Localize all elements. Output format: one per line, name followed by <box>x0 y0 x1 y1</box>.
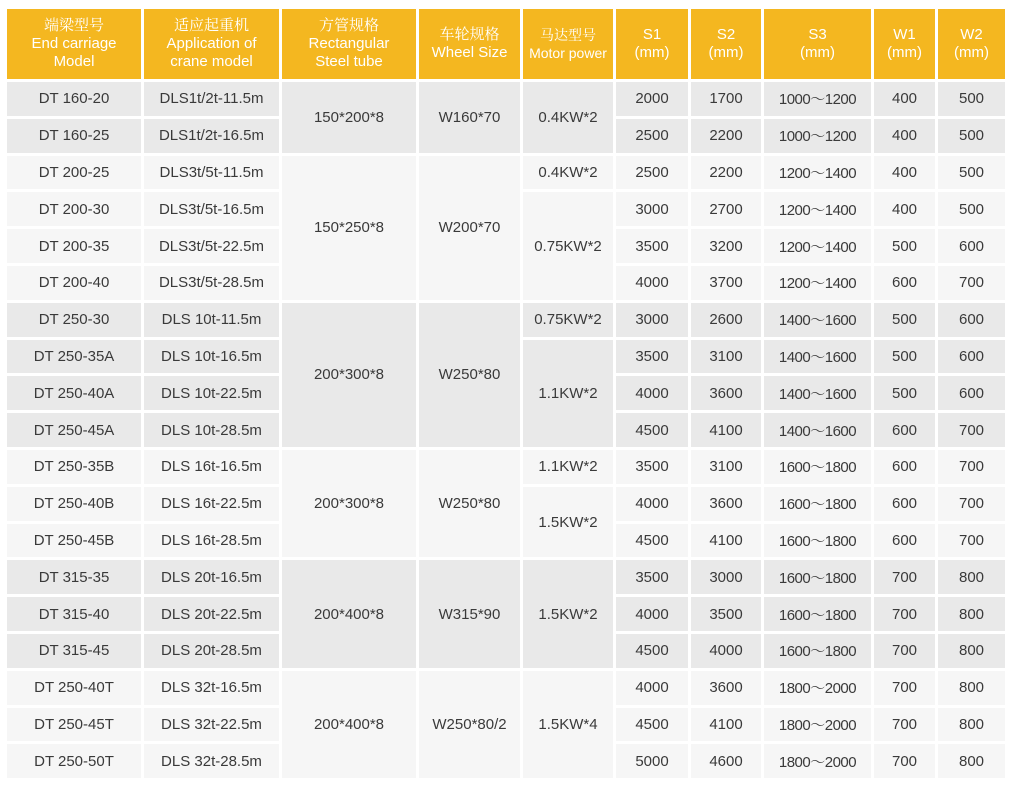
wheel-cell: W200*70 <box>419 156 520 300</box>
w1-cell: 400 <box>874 119 935 153</box>
s2-cell: 2200 <box>691 156 761 190</box>
s3-cell: 1400～1600 <box>764 376 871 410</box>
w2-cell: 500 <box>938 156 1005 190</box>
model-cell: DT 160-25 <box>7 119 141 153</box>
w2-cell: 500 <box>938 119 1005 153</box>
w1-cell: 700 <box>874 708 935 742</box>
w1-cell: 400 <box>874 156 935 190</box>
model-cell: DT 250-45T <box>7 708 141 742</box>
model-cell: DT 250-30 <box>7 303 141 337</box>
s1-cell: 3500 <box>616 340 688 374</box>
wheel-cell: W250*80 <box>419 303 520 447</box>
s1-cell: 3000 <box>616 303 688 337</box>
crane-cell: DLS 32t-28.5m <box>144 744 279 778</box>
w1-cell: 700 <box>874 671 935 705</box>
tube-cell: 150*200*8 <box>282 82 416 153</box>
motor-cell: 0.4KW*2 <box>523 82 613 153</box>
w2-cell: 600 <box>938 303 1005 337</box>
w2-cell: 600 <box>938 376 1005 410</box>
header-s1: S1 (mm) <box>616 9 688 79</box>
crane-cell: DLS 16t-22.5m <box>144 487 279 521</box>
w1-cell: 700 <box>874 560 935 594</box>
model-cell: DT 200-30 <box>7 192 141 226</box>
header-motor-power: 马达型号 Motor power <box>523 9 613 79</box>
crane-cell: DLS 10t-22.5m <box>144 376 279 410</box>
s2-cell: 4100 <box>691 524 761 558</box>
group-dt315 <box>7 560 1005 667</box>
crane-cell: DLS 20t-28.5m <box>144 634 279 668</box>
s2-cell: 4600 <box>691 744 761 778</box>
model-cell: DT 200-25 <box>7 156 141 190</box>
w2-cell: 800 <box>938 560 1005 594</box>
header-model: 端梁型号 End carriage Model <box>7 9 141 79</box>
w2-cell: 600 <box>938 229 1005 263</box>
s3-cell: 1600～1800 <box>764 450 871 484</box>
tube-cell: 150*250*8 <box>282 156 416 300</box>
w2-cell: 500 <box>938 82 1005 116</box>
group-dt250-b <box>7 450 1005 557</box>
s3-cell: 1200～1400 <box>764 156 871 190</box>
wheel-cell: W250*80/2 <box>419 671 520 778</box>
w1-cell: 700 <box>874 634 935 668</box>
group-dt250-a <box>7 303 1005 447</box>
w2-cell: 800 <box>938 744 1005 778</box>
s3-cell: 1800～2000 <box>764 708 871 742</box>
table-row <box>7 82 1005 116</box>
s1-cell: 3500 <box>616 229 688 263</box>
crane-cell: DLS 20t-16.5m <box>144 560 279 594</box>
s3-cell: 1600～1800 <box>764 597 871 631</box>
model-cell: DT 250-40A <box>7 376 141 410</box>
motor-cell: 0.75KW*2 <box>523 192 613 299</box>
table-row <box>7 303 1005 337</box>
header-wheel-size: 车轮规格 Wheel Size <box>419 9 520 79</box>
w1-cell: 700 <box>874 597 935 631</box>
s1-cell: 4000 <box>616 376 688 410</box>
s2-cell: 1700 <box>691 82 761 116</box>
w1-cell: 400 <box>874 82 935 116</box>
w1-cell: 400 <box>874 192 935 226</box>
header-row <box>7 9 1005 79</box>
s2-cell: 3600 <box>691 487 761 521</box>
s3-cell: 1000～1200 <box>764 119 871 153</box>
header-crane: 适应起重机 Application of crane model <box>144 9 279 79</box>
crane-cell: DLS1t/2t-11.5m <box>144 82 279 116</box>
tube-cell: 200*400*8 <box>282 560 416 667</box>
group-dt160 <box>7 82 1005 153</box>
crane-cell: DLS 10t-11.5m <box>144 303 279 337</box>
model-cell: DT 160-20 <box>7 82 141 116</box>
model-cell: DT 250-45A <box>7 413 141 447</box>
s3-cell: 1600～1800 <box>764 634 871 668</box>
s2-cell: 3100 <box>691 450 761 484</box>
w1-cell: 500 <box>874 376 935 410</box>
s2-cell: 2200 <box>691 119 761 153</box>
s1-cell: 4000 <box>616 671 688 705</box>
w2-cell: 600 <box>938 340 1005 374</box>
crane-cell: DLS3t/5t-11.5m <box>144 156 279 190</box>
group-dt200 <box>7 156 1005 300</box>
motor-cell: 1.1KW*2 <box>523 340 613 447</box>
w2-cell: 700 <box>938 266 1005 300</box>
table-row <box>7 156 1005 190</box>
header-w1: W1 (mm) <box>874 9 935 79</box>
model-cell: DT 250-35A <box>7 340 141 374</box>
wheel-cell: W250*80 <box>419 450 520 557</box>
motor-cell: 1.5KW*4 <box>523 671 613 778</box>
model-cell: DT 200-40 <box>7 266 141 300</box>
s1-cell: 4000 <box>616 487 688 521</box>
s2-cell: 2700 <box>691 192 761 226</box>
s3-cell: 1800～2000 <box>764 671 871 705</box>
crane-cell: DLS3t/5t-28.5m <box>144 266 279 300</box>
s1-cell: 5000 <box>616 744 688 778</box>
s1-cell: 4000 <box>616 266 688 300</box>
crane-cell: DLS3t/5t-16.5m <box>144 192 279 226</box>
s2-cell: 2600 <box>691 303 761 337</box>
wheel-cell: W160*70 <box>419 82 520 153</box>
w1-cell: 500 <box>874 303 935 337</box>
crane-cell: DLS1t/2t-16.5m <box>144 119 279 153</box>
s2-cell: 4100 <box>691 413 761 447</box>
s1-cell: 4500 <box>616 634 688 668</box>
s1-cell: 3500 <box>616 450 688 484</box>
tube-cell: 200*300*8 <box>282 450 416 557</box>
w1-cell: 600 <box>874 266 935 300</box>
model-cell: DT 200-35 <box>7 229 141 263</box>
s1-cell: 2000 <box>616 82 688 116</box>
w2-cell: 800 <box>938 671 1005 705</box>
table-row <box>7 450 1005 484</box>
s3-cell: 1800～2000 <box>764 744 871 778</box>
s2-cell: 3600 <box>691 671 761 705</box>
s3-cell: 1600～1800 <box>764 524 871 558</box>
w2-cell: 800 <box>938 708 1005 742</box>
s1-cell: 4000 <box>616 597 688 631</box>
s2-cell: 3500 <box>691 597 761 631</box>
model-cell: DT 250-40T <box>7 671 141 705</box>
w2-cell: 700 <box>938 487 1005 521</box>
motor-cell: 1.5KW*2 <box>523 560 613 667</box>
w2-cell: 700 <box>938 524 1005 558</box>
s2-cell: 3200 <box>691 229 761 263</box>
s2-cell: 3700 <box>691 266 761 300</box>
s1-cell: 4500 <box>616 413 688 447</box>
model-cell: DT 250-40B <box>7 487 141 521</box>
header-steel-tube: 方管规格 Rectangular Steel tube <box>282 9 416 79</box>
s3-cell: 1400～1600 <box>764 340 871 374</box>
s2-cell: 3100 <box>691 340 761 374</box>
crane-cell: DLS 10t-28.5m <box>144 413 279 447</box>
s2-cell: 3000 <box>691 560 761 594</box>
s1-cell: 2500 <box>616 156 688 190</box>
model-cell: DT 315-40 <box>7 597 141 631</box>
crane-cell: DLS 20t-22.5m <box>144 597 279 631</box>
s1-cell: 2500 <box>616 119 688 153</box>
table-row <box>7 671 1005 705</box>
w1-cell: 600 <box>874 413 935 447</box>
crane-cell: DLS 10t-16.5m <box>144 340 279 374</box>
model-cell: DT 250-35B <box>7 450 141 484</box>
table-row <box>7 560 1005 594</box>
s3-cell: 1400～1600 <box>764 303 871 337</box>
end-carriage-spec-table <box>4 6 1008 781</box>
w1-cell: 500 <box>874 229 935 263</box>
crane-cell: DLS 16t-16.5m <box>144 450 279 484</box>
w1-cell: 600 <box>874 450 935 484</box>
w1-cell: 600 <box>874 487 935 521</box>
s1-cell: 3500 <box>616 560 688 594</box>
s2-cell: 4100 <box>691 708 761 742</box>
crane-cell: DLS3t/5t-22.5m <box>144 229 279 263</box>
s2-cell: 3600 <box>691 376 761 410</box>
s3-cell: 1600～1800 <box>764 487 871 521</box>
header-s2: S2 (mm) <box>691 9 761 79</box>
motor-cell: 1.1KW*2 <box>523 450 613 484</box>
header-w2: W2 (mm) <box>938 9 1005 79</box>
s3-cell: 1200～1400 <box>764 192 871 226</box>
s1-cell: 4500 <box>616 708 688 742</box>
crane-cell: DLS 32t-16.5m <box>144 671 279 705</box>
s3-cell: 1200～1400 <box>764 229 871 263</box>
model-cell: DT 315-35 <box>7 560 141 594</box>
motor-cell: 1.5KW*2 <box>523 487 613 558</box>
tube-cell: 200*300*8 <box>282 303 416 447</box>
s3-cell: 1400～1600 <box>764 413 871 447</box>
crane-cell: DLS 16t-28.5m <box>144 524 279 558</box>
model-cell: DT 315-45 <box>7 634 141 668</box>
s1-cell: 4500 <box>616 524 688 558</box>
w2-cell: 800 <box>938 597 1005 631</box>
header-s3: S3 (mm) <box>764 9 871 79</box>
s2-cell: 4000 <box>691 634 761 668</box>
group-dt250-t <box>7 671 1005 778</box>
w1-cell: 500 <box>874 340 935 374</box>
s3-cell: 1000～1200 <box>764 82 871 116</box>
w2-cell: 700 <box>938 413 1005 447</box>
model-cell: DT 250-50T <box>7 744 141 778</box>
wheel-cell: W315*90 <box>419 560 520 667</box>
motor-cell: 0.75KW*2 <box>523 303 613 337</box>
tube-cell: 200*400*8 <box>282 671 416 778</box>
model-cell: DT 250-45B <box>7 524 141 558</box>
motor-cell: 0.4KW*2 <box>523 156 613 190</box>
w1-cell: 700 <box>874 744 935 778</box>
w2-cell: 800 <box>938 634 1005 668</box>
s3-cell: 1200～1400 <box>764 266 871 300</box>
w2-cell: 500 <box>938 192 1005 226</box>
w2-cell: 700 <box>938 450 1005 484</box>
s3-cell: 1600～1800 <box>764 560 871 594</box>
s1-cell: 3000 <box>616 192 688 226</box>
crane-cell: DLS 32t-22.5m <box>144 708 279 742</box>
w1-cell: 600 <box>874 524 935 558</box>
